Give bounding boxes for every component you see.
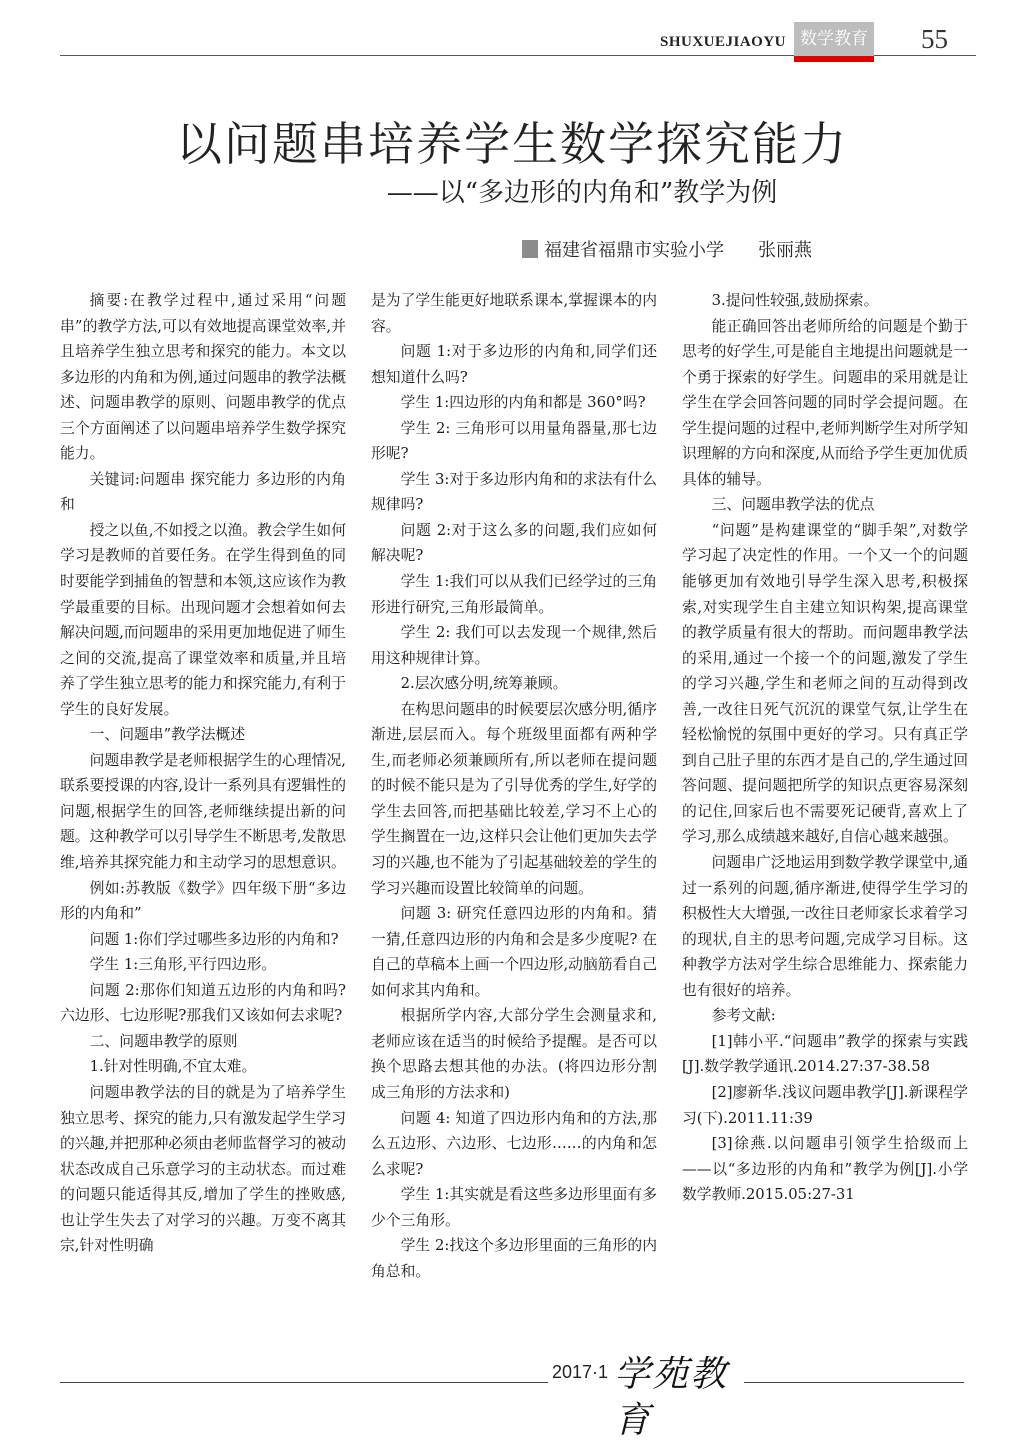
text-column-3 — [682, 288, 968, 1208]
article-title: 以问题串培养学生数学探究能力 — [176, 117, 848, 171]
references-heading: 参考文献: — [711, 1007, 776, 1025]
paragraph: 问题串教学法的目的就是为了培养学生独立思考、探究的能力,只有激发起学生学习的兴趣,并把那种必须由老师监督学习的被动状态改成自己乐意学习的主动状态。而过难的问题只能适得其反,增加了学生的挫败感,也让学生失去了对学习的兴趣。万变不离其宗,针对性明确 — [60, 1083, 346, 1255]
subsection-heading: 3.提问性较强,鼓励探索。 — [711, 292, 879, 309]
running-header — [60, 20, 976, 64]
subsection-heading: 1.针对性明确,不宜太难。 — [89, 1058, 257, 1076]
journal-logo: 学苑教育 — [610, 1352, 744, 1398]
section-heading: 二、问题串教学的原则 — [89, 1032, 238, 1050]
paragraph: 学生 2: 三角形可以用量角器量,那七边形呢? — [371, 419, 657, 463]
footer — [0, 1354, 1024, 1441]
author-name: 张丽燕 — [758, 240, 812, 261]
paragraph: 问题 2:那你们知道五边形的内角和吗?六边形、七边形呢?那我们又该如何去求呢? — [60, 981, 346, 1025]
abstract: 摘要:在教学过程中,通过采用“问题串”的教学方法,可以有效地提高课堂效率,并且培养学生独立思考和探究的能力。本文以多边形的内角和为例,通过问题串的教学法概述、问题串教学的原则、问题串教学的优点三个方面阐述了以问题串培养学生数学探究能力。 — [60, 292, 346, 463]
article-subtitle: ——以“多边形的内角和”教学为例 — [386, 178, 778, 208]
paragraph: 问题 2:对于这么多的问题,我们应如何解决呢? — [371, 521, 657, 565]
reference-item: [2]廖新华.浅议问题串教学[J].新课程学习(下).2011.11:39 — [682, 1083, 968, 1127]
paragraph: 能正确回答出老师所给的问题是个勤于思考的好学生,可是能自主地提出问题就是一个勇于探索的好学生。问题串的采用就是让学生在学会回答问题的同时学会提问题。在学生提问题的过程中,老师判断学生对所学知识理解的方向和深度,从而给予学生更加优质具体的辅导。 — [682, 317, 968, 488]
header-accent-bar — [794, 56, 874, 62]
paragraph: 学生 1:三角形,平行四边形。 — [89, 956, 277, 974]
paragraph: “问题”是构建课堂的“脚手架”,对数学学习起了决定性的作用。一个又一个的问题能够更加有效地引导学生深入思考,积极探索,对实现学生自主建立知识构架,提高课堂的教学质量有很大的帮助。而问题串教学法的采用,通过一个接一个的问题,激发了学生的学习兴趣,学生和老师之间的互动得到改善,一改往日死气沉沉的课堂气氛,让学生在轻松愉悦的氛围中更好的学习。只有真正学到自己肚子里的东西才是自己的,学生通过回答问题、提问题把所学的知识点更容易深刻的记住,回家后也不需要死记硬背,喜欢上了学习,那么成绩越来越好,自信心越来越强。 — [682, 521, 968, 846]
paragraph: 学生 2: 我们可以去发现一个规律,然后用这种规律计算。 — [371, 624, 657, 667]
header-section-label: 数学教育 — [794, 22, 874, 56]
paragraph: 学生 2:找这个多边形里面的三角形的内角总和。 — [371, 1237, 657, 1280]
paragraph: 学生 3:对于多边形内角和的求法有什么规律吗? — [371, 470, 657, 514]
reference-item: [1]韩小平.“问题串”教学的探索与实践[J].数学教学通讯.2014.27:37-38.58 — [682, 1032, 968, 1076]
text-column-2 — [371, 288, 657, 1284]
subsection-heading: 2.层次感分明,统筹兼顾。 — [400, 675, 568, 693]
text-column-1 — [60, 288, 346, 1259]
paragraph: 学生 1:我们可以从我们已经学过的三角形进行研究,三角形最简单。 — [371, 573, 657, 616]
reference-item: [3]徐燕.以问题串引领学生拾级而上——以“多边形的内角和”教学为例[J].小学数学教师.2015.05:27-31 — [682, 1135, 968, 1204]
paragraph: 在构思问题串的时候要层次感分明,循序渐进,层层而入。每个班级里面都有两种学生,而老师必须兼顾所有,所以老师在提问题的时候不能只是为了引导优秀的学生,好学的学生去回答,而把基础比较差,学习不上心的学生搁置在一边,这样只会让他们更加失去学习的兴趣,也不能为了引起基础较差的学生的学习兴趣而设置比较简单的问题。 — [371, 700, 657, 897]
paragraph: 问题 3: 研究任意四边形的内角和。猜一猜,任意四边形的内角和会是多少度呢? 在自己的草稿本上画一个四边形,动脑筋看自己如何求其内角和。 — [371, 905, 657, 999]
paragraph: 问题串教学是老师根据学生的心理情况,联系要授课的内容,设计一系列具有逻辑性的问题,根据学生的回答,老师继续提出新的问题。这种教学可以引导学生不断思考,发散思维,培养其探究能力和主动学习的思想意识。 — [60, 751, 346, 872]
header-latin: SHUXUEJIAOYU — [659, 34, 786, 50]
paragraph: 问题 1:对于多边形的内角和,同学们还想知道什么吗? — [371, 343, 657, 386]
issue-number: 2017·1 — [548, 1362, 612, 1383]
paragraph: 例如:苏教版《数学》四年级下册“多边形的内角和” — [60, 879, 346, 923]
paragraph: 问题 1:你们学过哪些多边形的内角和? — [89, 930, 339, 948]
paragraph: 问题串广泛地运用到数学教学课堂中,通过一系列的问题,循序渐进,使得学生学习的积极性大大增强,一改往日老师家长求着学习的现状,自主的思考问题,完成学习目标。这种教学方法对学生综合思维能力、探索能力也有很好的培养。 — [682, 854, 968, 999]
author-marker-icon — [522, 240, 538, 258]
author-school: 福建省福鼎市实验小学 — [544, 240, 724, 261]
paragraph: 学生 1:四边形的内角和都是 360°吗? — [400, 394, 646, 412]
section-heading: 一、问题串”教学法概述 — [89, 726, 246, 744]
page-number: 55 — [921, 24, 948, 54]
paragraph: 是为了学生能更好地联系课本,掌握课本的内容。 — [371, 292, 657, 335]
paragraph: 授之以鱼,不如授之以渔。教会学生如何学习是教师的首要任务。在学生得到鱼的同时要能学到捕鱼的智慧和本领,这应该作为教学最重要的目标。出现问题才会想着如何去解决问题,而问题串的采用更加地促进了师生之间的交流,提高了课堂效率和质量,并且培养了学生独立思考的能力和探究能力,有利于学生的良好发展。 — [60, 521, 346, 718]
keywords: 关键词:问题串 探究能力 多边形的内角和 — [60, 470, 346, 514]
paragraph: 问题 4: 知道了四边形内角和的方法,那么五边形、六边形、七边形……的内角和怎么求呢? — [371, 1109, 657, 1178]
section-heading: 三、问题串教学法的优点 — [711, 496, 875, 514]
author-line — [522, 236, 812, 262]
paragraph: 根据所学内容,大部分学生会测量求和,老师应该在适当的时候给予提醒。是否可以换个思路去想其他的办法。(将四边形分割成三角形的方法求和) — [371, 1007, 657, 1101]
paragraph: 学生 1:其实就是看这些多边形里面有多少个三角形。 — [371, 1186, 657, 1229]
